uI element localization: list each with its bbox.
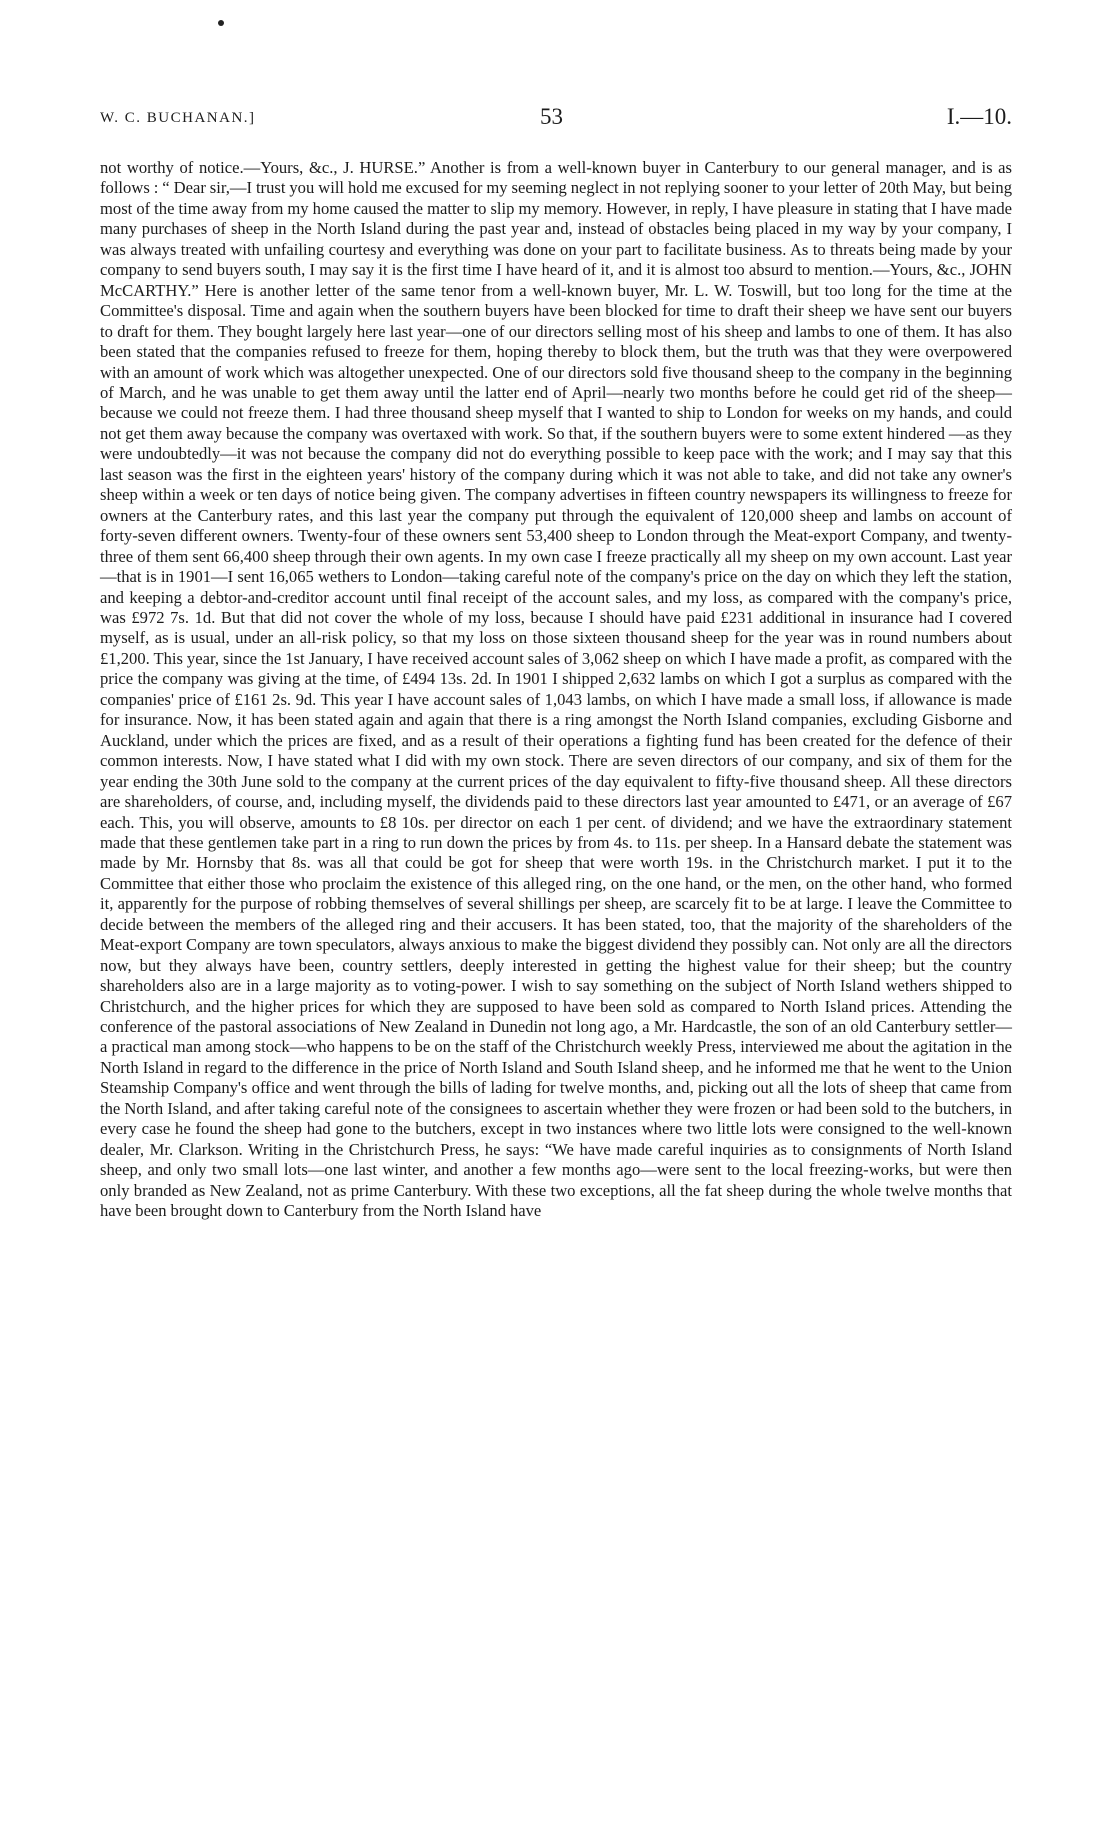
running-head-author: W. C. BUCHANAN.] — [100, 110, 256, 126]
page-number: 53 — [540, 104, 563, 129]
body-paragraph: not worthy of notice.—Yours, &c., J. HURSE.” Another is from a well-known buyer in Canterbury to our general manager, and is as follows : “ Dear sir,—I trust you will hold me excused for my seeming neglect in not replying sooner to your letter of 20th May, but being most of the time away from my home caused the matter to slip my memory. However, in reply, I have pleasure in stating that I have made many purchases of sheep in the North Island during the past year and, instead of obstacles being placed in my way by your company, I was always treated with unfailing courtesy and everything was done on your part to facilitate business. As to threats being made by your company to send buyers south, I may say it is the first time I have heard of it, and it is almost too absurd to mention.—Yours, &c., JOHN McCARTHY.” Here is another letter of the same tenor from a well-known buyer, Mr. L. W. Toswill, but too long for the time at the Committee's disposal. Time and again when the southern buyers have been blocked for time to draft their sheep we have sent our buyers to draft for them. They bought largely here last year—one of our directors selling most of his sheep and lambs to one of them. It has also been stated that the companies refused to freeze for them, hoping thereby to block them, but the truth was that they were overpowered with an amount of work which was altogether unexpected. One of our directors sold five thousand sheep to the company in the beginning of March, and he was unable to get them away until the latter end of April—nearly two months before he could get rid of the sheep—because we could not freeze them. I had three thousand sheep myself that I wanted to ship to London for weeks on my hands, and could not get them away because the company was overtaxed with work. So that, if the southern buyers were to some extent hindered —as they were undoubtedly—it was not because the company did not do everything possible to keep pace with the work; and I may say that this last season was the first in the eighteen years' history of the company during which it was not able to take, and did not take any owner's sheep within a week or ten days of notice being given. The company advertises in fifteen country newspapers its willingness to freeze for owners at the Canterbury rates, and this last year the company put through the equivalent of 120,000 sheep and lambs on account of forty-seven different owners. Twenty-four of these owners sent 53,400 sheep to London through the Meat-export Company, and twenty-three of them sent 66,400 sheep through their own agents. In my own case I freeze practically all my sheep on my own account. Last year—that is in 1901—I sent 16,065 wethers to London—taking careful note of the company's price on the day on which they left the station, and keeping a debtor-and-creditor account until final receipt of the account sales, and my loss, as compared with the company's price, was £972 7s. 1d. But that did not cover the whole of my loss, because I should have paid £231 additional in insurance had I covered myself, as is usual, under an all-risk policy, so that my loss on those sixteen thousand sheep for the year was in round numbers about £1,200. This year, since the 1st January, I have received account sales of 3,062 sheep on which I have made a profit, as compared with the price the company was giving at the time, of £494 13s. 2d. In 1901 I shipped 2,632 lambs on which I got a surplus as compared with the companies' price of £161 2s. 9d. This year I have account sales of 1,043 lambs, on which I have made a small loss, if allowance is made for insurance. Now, it has been stated again and again that there is a ring amongst the North Island companies, excluding Gisborne and Auckland, under which the prices are fixed, and as a result of their operations a fighting fund has been created for the defence of their common interests. Now, I have stated what I did with my own stock. There are seven directors of our company, and six of them for the year ending the 30th June sold to the company at the current prices of the day equivalent to fifty-five thousand sheep. All these directors are shareholders, of course, and, including myself, the dividends paid to these directors last year amounted to £471, or an average of £67 each. This, you will observe, amounts to £8 10s. per director on each 1 per cent. of dividend; and we have the extraordinary statement made that these gentlemen take part in a ring to run down the prices by from 4s. to 11s. per sheep. In a Hansard debate the statement was made by Mr. Hornsby that 8s. was all that could be got for sheep that were worth 19s. in the Christchurch market. I put it to the Committee that either those who proclaim the existence of this alleged ring, on the one hand, or the men, on the other hand, who formed it, apparently for the purpose of robbing themselves of several shillings per sheep, are scarcely fit to be at large. I leave the Committee to decide between the members of the alleged ring and their accusers. It has been stated, too, that the majority of the shareholders of the Meat-export Company are town speculators, always anxious to make the biggest dividend they possibly can. Not only are all the directors now, but they always have been, country settlers, deeply interested in getting the highest value for their sheep; but the country shareholders also are in a large majority as to voting-power. I wish to say something on the subject of North Island wethers shipped to Christchurch, and the higher prices for which they are supposed to have been sold as compared to North Island prices. Attending the conference of the pastoral associations of New Zealand in Dunedin not long ago, a Mr. Hardcastle, the son of an old Canterbury settler—a practical man among stock—who happens to be on the staff of the Christchurch weekly Press, interviewed me about the agitation in the North Island in regard to the difference in the price of North Island and South Island sheep, and he informed me that he went to the Union Steamship Company's office and went through the bills of lading for twelve months, and, picking out all the lots of sheep that came from the North Island, and after taking careful note of the consignees to ascertain whether they were frozen or had been sold to the butchers, in every case he found the sheep had gone to the butchers, except in two instances where two little lots were consigned to the well-known dealer, Mr. Clarkson. Writing in the Christchurch Press, he says: “We have made careful inquiries as to consignments of North Island sheep, and only two small lots—one last winter, and another a few months ago—were sent to the local freezing-works, but were then only branded as New Zealand, not as prime Canterbury. With these two exceptions, all the fat sheep during the whole twelve months that have been brought down to Canterbury from the North Island have — [100, 158, 1012, 1221]
ink-speck — [218, 20, 224, 26]
body-text — [100, 158, 1012, 1222]
document-reference: I.—10. — [946, 104, 1012, 129]
page-header — [100, 104, 1012, 134]
